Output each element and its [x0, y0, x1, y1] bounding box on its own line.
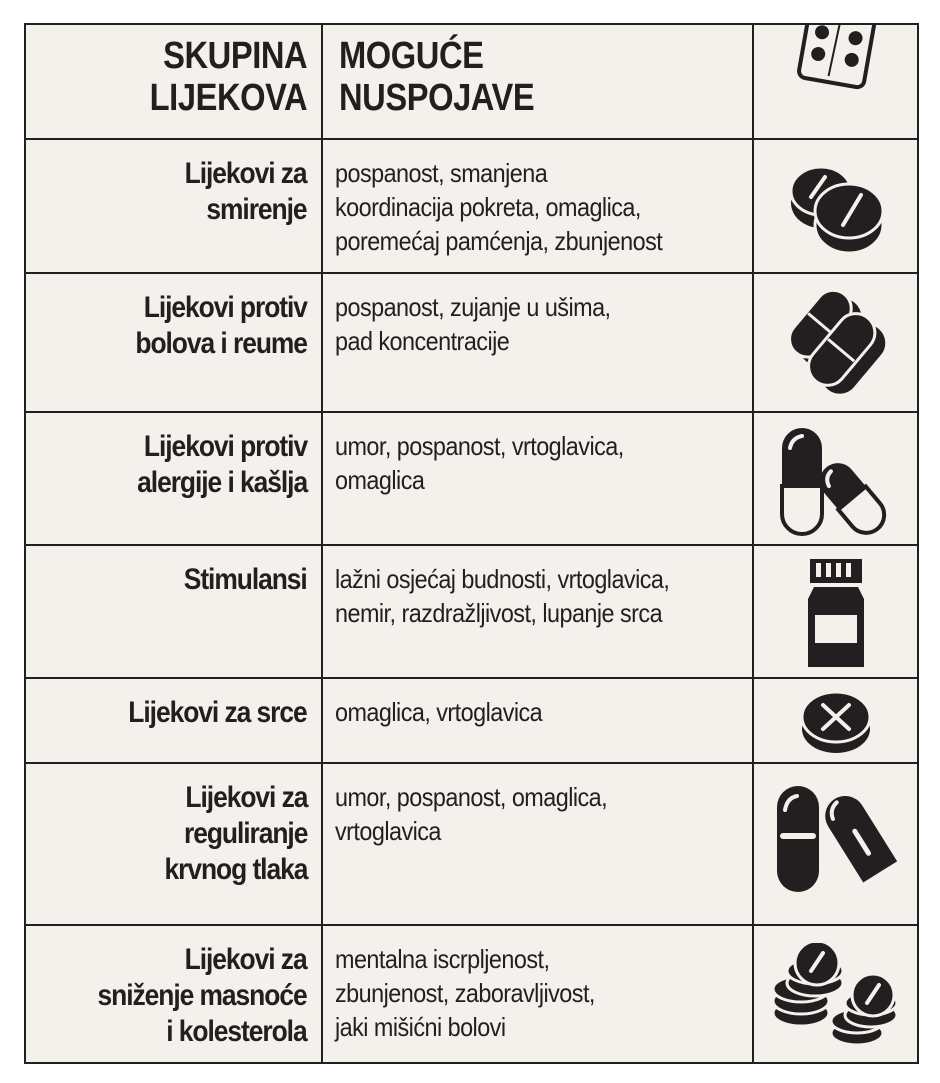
drug-group-label: Lijekovi za reguliranje krvnog tlaka	[164, 781, 307, 886]
table-row	[26, 762, 917, 926]
table-row	[26, 138, 917, 274]
blister-pack-icon	[781, 25, 891, 91]
drug-group-label: Lijekovi za srce	[128, 696, 307, 729]
table-row	[26, 544, 917, 679]
table-row	[26, 272, 917, 413]
table-header-row	[26, 25, 917, 140]
header-group-cell	[26, 25, 321, 140]
drug-group-label: Lijekovi protiv bolova i reume	[135, 291, 307, 360]
pill-bottle-icon	[806, 557, 866, 669]
two-oval-tablets-icon	[786, 286, 886, 402]
side-effects-text: omaglica, vrtoglavica	[335, 697, 543, 727]
header-group-title: SKUPINA LIJEKOVA	[149, 35, 307, 119]
side-effects-text: mentalna iscrpljenost, zbunjenost, zaboravljivost, jaki mišićni bolovi	[335, 944, 595, 1042]
two-round-tablets-icon	[781, 155, 891, 259]
two-capsules-icon	[776, 422, 896, 538]
side-effects-text: lažni osjećaj budnosti, vrtoglavica, nemir, razdražljivost, lupanje srca	[335, 564, 670, 628]
two-scored-capsules-icon	[773, 782, 899, 894]
side-effects-text: pospanost, zujanje u ušima, pad koncentracije	[335, 292, 611, 356]
header-icon-cell	[752, 25, 917, 140]
tablet-stacks-icon	[771, 943, 901, 1047]
side-effects-text: umor, pospanost, vrtoglavica, omaglica	[335, 431, 624, 495]
header-effects-cell	[321, 25, 752, 140]
side-effects-table	[24, 23, 919, 1064]
drug-group-label: Lijekovi protiv alergije i kašlja	[137, 430, 307, 499]
drug-group-label: Stimulansi	[184, 563, 307, 596]
drug-group-label: Lijekovi za sniženje masnoće i kolesterola	[97, 943, 307, 1048]
table-row	[26, 411, 917, 546]
table-row	[26, 924, 917, 1064]
drug-group-label: Lijekovi za smirenje	[185, 157, 307, 226]
side-effects-text: umor, pospanost, omaglica, vrtoglavica	[335, 782, 608, 846]
side-effects-text: pospanost, smanjena koordinacija pokreta, omaglica, poremećaj pamćenja, zbunjenost	[335, 158, 663, 256]
table-row	[26, 677, 917, 764]
cross-scored-tablet-icon	[799, 689, 873, 755]
header-effects-title: MOGUĆE NUSPOJAVE	[339, 35, 535, 119]
